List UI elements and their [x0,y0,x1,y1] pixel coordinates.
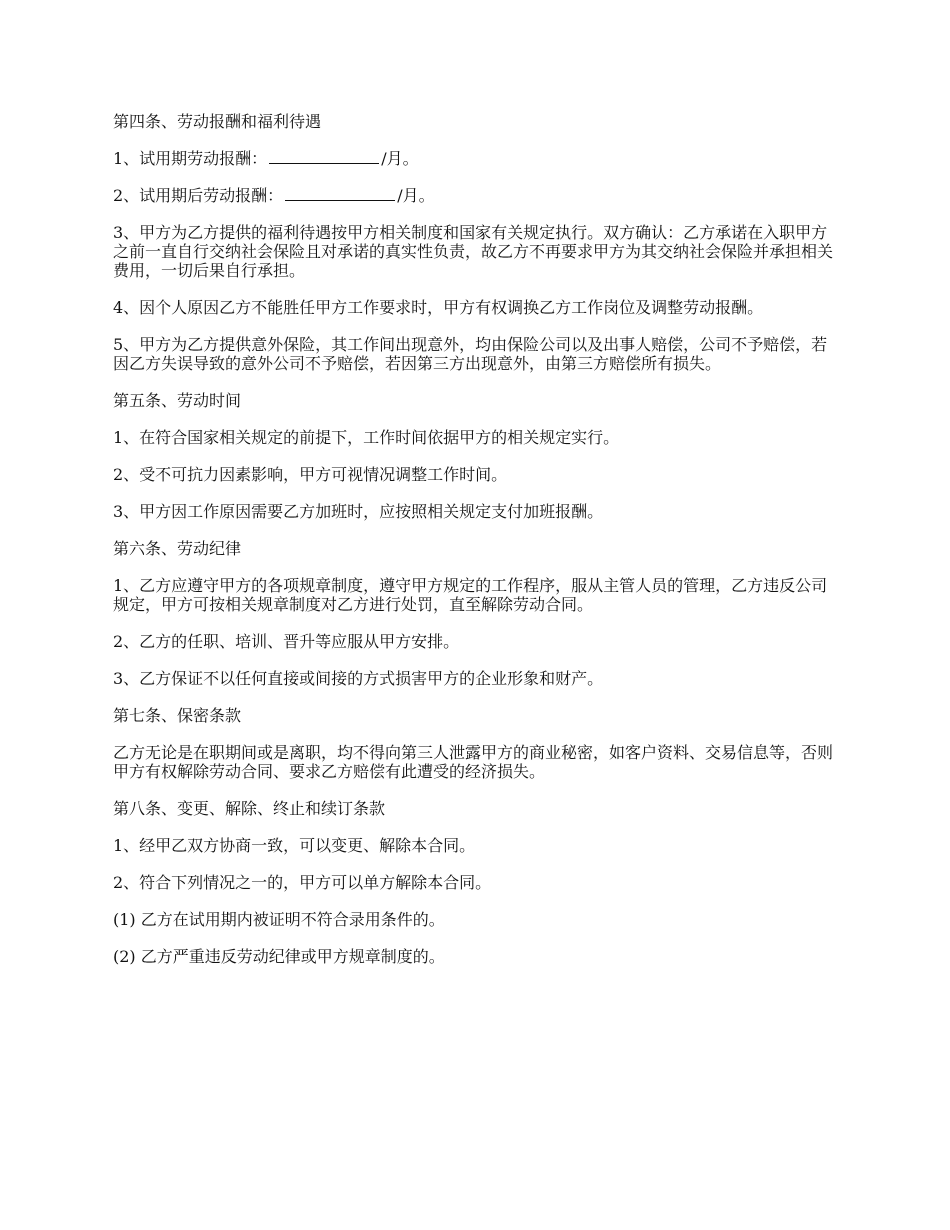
section-5-item-1: 1、在符合国家相关规定的前提下，工作时间依据甲方的相关规定实行。 [113,428,620,447]
section-5-heading: 第五条、劳动时间 [113,391,242,410]
section-7-heading: 第七条、保密条款 [113,706,242,725]
trial-pay-label: 1、试用期劳动报酬： [113,149,268,168]
post-trial-pay-blank [285,186,395,201]
section-5-item-3: 3、甲方因工作原因需要乙方加班时，应按照相关规定支付加班报酬。 [113,502,604,521]
section-6-item-2: 2、乙方的任职、培训、晋升等应服从甲方安排。 [113,632,460,651]
section-4-item-5: 5、甲方为乙方提供意外保险，其工作间出现意外，均由保险公司以及出事人赔偿，公司不予赔偿，若因乙方失误导致的意外公司不予赔偿，若因第三方出现意外，由第三方赔偿所有损失。 [113,335,828,373]
post-trial-pay-label: 2、试用期后劳动报酬： [113,186,284,205]
section-6-item-1: 1、乙方应遵守甲方的各项规章制度，遵守甲方规定的工作程序，服从主管人员的管理，乙方违反公司规定，甲方可按相关规章制度对乙方进行处罚，直至解除劳动合同。 [113,576,828,614]
section-5-item-2: 2、受不可抗力因素影响，甲方可视情况调整工作时间。 [113,465,508,484]
section-7-body: 乙方无论是在职期间或是离职，均不得向第三人泄露甲方的商业秘密，如客户资料、交易信息等，否则甲方有权解除劳动合同、要求乙方赔偿有此遭受的经济损失。 [113,743,834,781]
section-4-item-4: 4、因个人原因乙方不能胜任甲方工作要求时，甲方有权调换乙方工作岗位及调整劳动报酬。 [113,298,764,317]
section-6-item-3: 3、乙方保证不以任何直接或间接的方式损害甲方的企业形象和财产。 [113,669,604,688]
section-8-heading: 第八条、变更、解除、终止和续订条款 [113,799,386,818]
section-4-item-3: 3、甲方为乙方提供的福利待遇按甲方相关制度和国家有关规定执行。双方确认：乙方承诺在入职甲方之前一直自行交纳社会保险且对承诺的真实性负责，故乙方不再要求甲方为其交纳社会保险并承担相关费用，一切后果自行承担。 [113,223,834,280]
section-4-item-1 [113,149,841,168]
trial-pay-unit: /月。 [381,149,419,168]
section-6-heading: 第六条、劳动纪律 [113,539,242,558]
section-8-sub-2: (2) 乙方严重违反劳动纪律或甲方规章制度的。 [113,947,445,966]
section-8-item-2: 2、符合下列情况之一的，甲方可以单方解除本合同。 [113,873,492,892]
section-4-heading: 第四条、劳动报酬和福利待遇 [113,112,322,131]
section-4-item-2 [113,186,841,205]
section-8-sub-1: (1) 乙方在试用期内被证明不符合录用条件的。 [113,910,445,929]
post-trial-pay-unit: /月。 [397,186,435,205]
contract-page [113,112,841,984]
trial-pay-blank [269,149,379,164]
section-8-item-1: 1、经甲乙双方协商一致，可以变更、解除本合同。 [113,836,476,855]
